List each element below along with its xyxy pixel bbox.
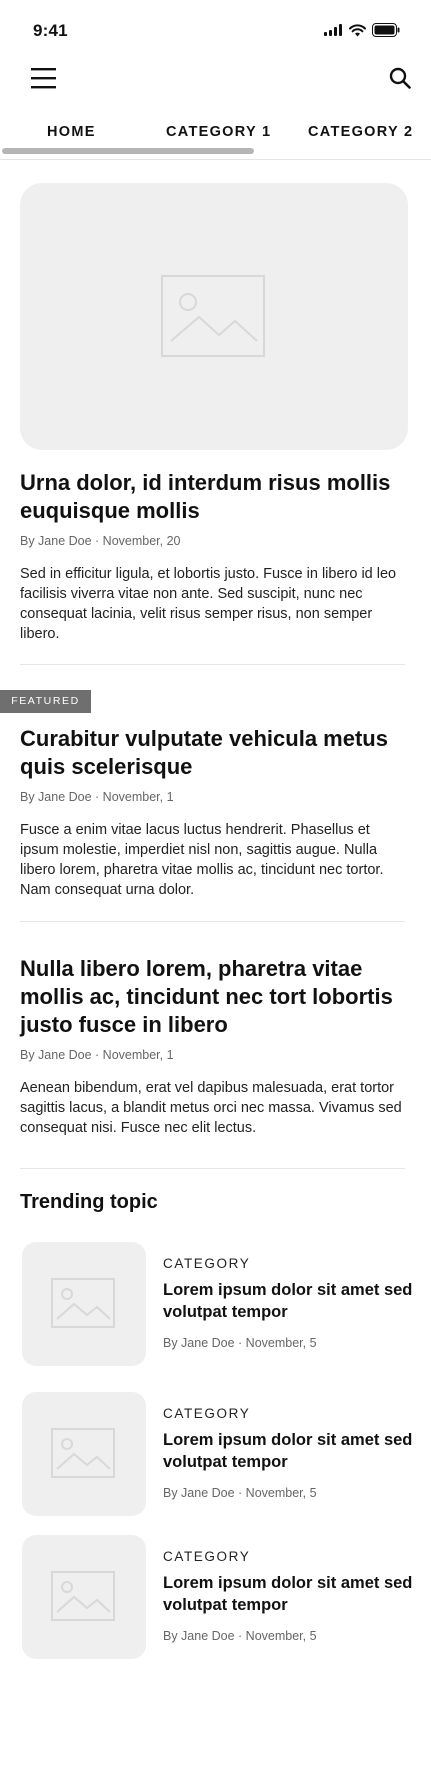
trending-item[interactable] — [22, 1242, 422, 1366]
trending-category[interactable]: CATEGORY — [163, 1406, 251, 1421]
image-placeholder-icon — [51, 1571, 115, 1621]
article-title[interactable]: Nulla libero lorem, pharetra vitae mollis ac, tincidunt nec tort lobortis justo fusce in libero — [20, 956, 393, 1037]
trending-thumbnail[interactable] — [22, 1242, 146, 1366]
featured-badge: FEATURED — [0, 690, 91, 713]
article-excerpt: Aenean bibendum, erat vel dapibus malesuada, erat tortor sagittis lacus, a blandit metus orci nec massa. Vivamus sed consequat nisi. Fusce nec elit lectus. — [20, 1080, 402, 1136]
article-title[interactable]: Curabitur vulputate vehicula metus quis scelerisque — [20, 726, 388, 779]
image-placeholder-icon — [51, 1278, 115, 1328]
article-meta: By Jane Doe · November, 1 — [20, 790, 174, 804]
trending-title[interactable]: Lorem ipsum dolor sit amet sed volutpat tempor — [163, 1574, 413, 1614]
battery-icon — [372, 23, 400, 37]
trending-thumbnail[interactable] — [22, 1392, 146, 1516]
article-3[interactable] — [20, 955, 410, 1138]
trending-title[interactable]: Lorem ipsum dolor sit amet sed volutpat tempor — [163, 1281, 413, 1321]
signal-icon — [324, 24, 343, 36]
status-bar — [0, 0, 431, 60]
article-meta: By Jane Doe · November, 1 — [20, 1048, 174, 1062]
trending-meta: By Jane Doe · November, 5 — [163, 1486, 317, 1500]
article-excerpt: Sed in efficitur ligula, et lobortis justo. Fusce in libero id leo facilisis viverra vitae non ante. Sed suscipit, nunc nec consequat lacinia, velit risus semper risus, non semper libero. — [20, 566, 397, 642]
article-2[interactable] — [20, 725, 410, 900]
tab-scroll-indicator[interactable] — [2, 148, 254, 154]
article-title[interactable]: Urna dolor, id interdum risus mollis euquisque mollis — [20, 470, 391, 523]
tab-category-1[interactable]: CATEGORY 1 — [166, 124, 272, 140]
divider — [20, 921, 405, 922]
divider — [20, 1168, 405, 1169]
divider — [20, 664, 405, 665]
trending-category[interactable]: CATEGORY — [163, 1256, 251, 1271]
tab-home[interactable]: HOME — [47, 124, 96, 140]
trending-meta: By Jane Doe · November, 5 — [163, 1336, 317, 1350]
article-meta: By Jane Doe · November, 20 — [20, 534, 181, 548]
image-placeholder-icon — [161, 275, 265, 357]
image-placeholder-icon — [51, 1428, 115, 1478]
wifi-icon — [349, 24, 366, 37]
status-time: 9:41 — [33, 21, 68, 40]
status-icons — [324, 22, 400, 38]
trending-meta: By Jane Doe · November, 5 — [163, 1629, 317, 1643]
hamburger-menu-icon[interactable] — [31, 67, 56, 89]
trending-thumbnail[interactable] — [22, 1535, 146, 1659]
trending-category[interactable]: CATEGORY — [163, 1549, 251, 1564]
search-icon[interactable] — [389, 67, 411, 89]
category-tabs — [0, 124, 431, 160]
hero-image[interactable] — [20, 183, 408, 450]
trending-item[interactable] — [22, 1392, 422, 1516]
article-1[interactable] — [20, 469, 410, 644]
trending-title[interactable]: Lorem ipsum dolor sit amet sed volutpat tempor — [163, 1431, 413, 1471]
trending-item[interactable] — [22, 1535, 422, 1659]
tab-category-2[interactable]: CATEGORY 2 — [308, 124, 414, 140]
trending-heading: Trending topic — [20, 1191, 158, 1213]
article-excerpt: Fusce a enim vitae lacus luctus hendrerit. Phasellus et ipsum molestie, imperdiet nisl non, sagittis augue. Nulla libero lorem, pharetra vitae mollis ac, tincidunt nec tortor. Nam consequat urna dolor. — [20, 822, 384, 898]
